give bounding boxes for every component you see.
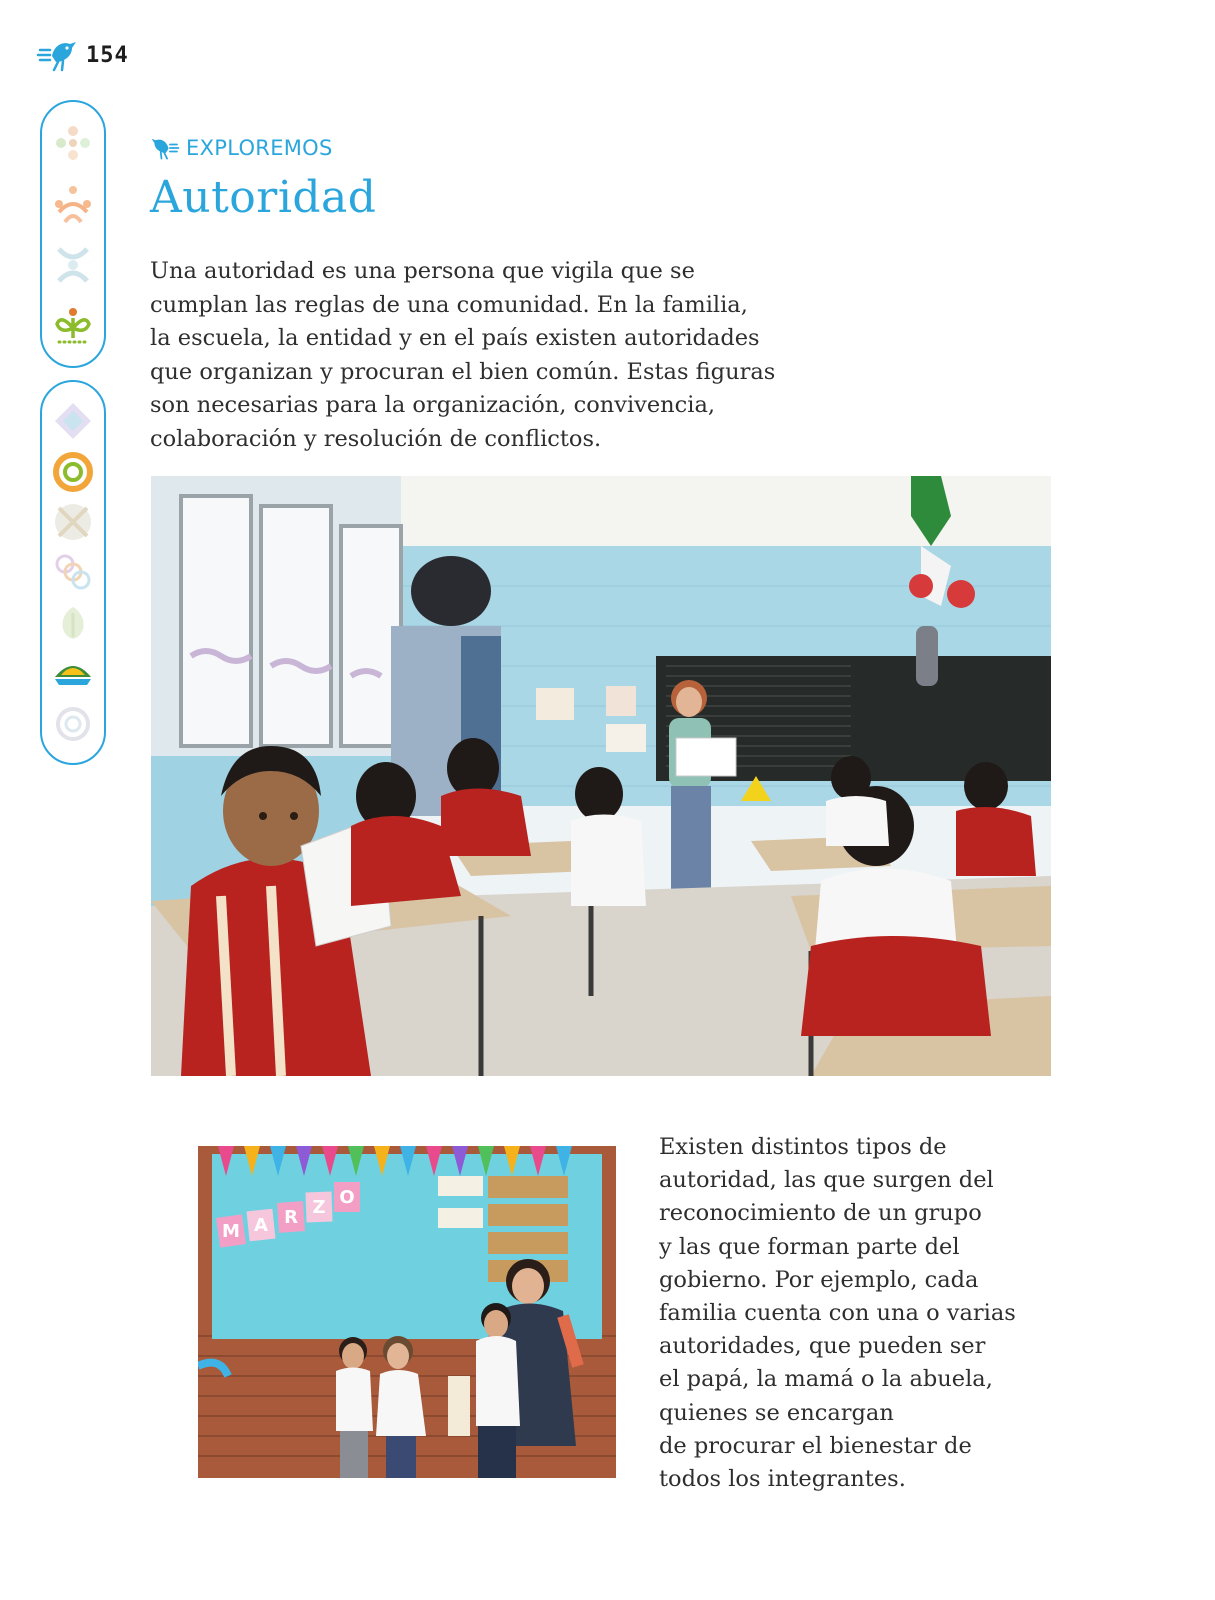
- link-figure-icon: [51, 243, 95, 287]
- side-line: autoridad, las que surgen del: [659, 1167, 994, 1194]
- marzo-letter: A: [254, 1215, 268, 1236]
- intro-line: la escuela, la entidad y en el país existen autoridades: [150, 325, 760, 351]
- intro-line: son necesarias para la organización, convivencia,: [150, 392, 716, 418]
- side-line: familia cuenta con una o varias: [659, 1300, 1016, 1327]
- side-line: quienes se encargan: [659, 1399, 894, 1426]
- page-title: Autoridad: [150, 172, 377, 223]
- axis-icons-rail: [40, 380, 106, 765]
- sprout-icon: [51, 304, 95, 348]
- marzo-letter: O: [339, 1187, 355, 1208]
- turtle-shell-icon: [51, 651, 95, 695]
- marzo-letter: Z: [312, 1197, 326, 1218]
- side-line: autoridades, que pueden ser: [659, 1333, 986, 1360]
- side-line: Existen distintos tipos de: [659, 1134, 947, 1160]
- side-line: gobierno. Por ejemplo, cada: [659, 1266, 979, 1293]
- section-label: EXPLOREMOS: [186, 136, 333, 160]
- hummingbird-icon: [150, 136, 180, 160]
- page-number: 154: [86, 42, 129, 68]
- bulletin-board-photo: [198, 1146, 616, 1478]
- side-line: todos los integrantes.: [659, 1466, 906, 1493]
- marzo-letter: R: [284, 1207, 298, 1228]
- people-circle-icon: [51, 182, 95, 226]
- classroom-photo: [151, 476, 1051, 1076]
- star-diamond-icon: [51, 399, 95, 443]
- side-line: el papá, la mamá o la abuela,: [659, 1366, 993, 1393]
- leaf-bud-icon: [51, 601, 95, 645]
- side-line: de procurar el bienestar de: [659, 1432, 972, 1459]
- side-line: reconocimiento de un grupo: [659, 1200, 982, 1227]
- intro-line: colaboración y resolución de conflictos.: [150, 425, 602, 452]
- spiral-circle-icon: [51, 702, 95, 746]
- section-tag: [150, 136, 333, 160]
- side-paragraph: [659, 1131, 1099, 1496]
- hexagon-icon: [51, 500, 95, 544]
- target-ring-icon: [51, 450, 95, 494]
- intro-line: que organizan y procuran el bien común. Estas figuras: [150, 358, 776, 385]
- marzo-letter: M: [222, 1221, 240, 1242]
- intro-paragraph: [150, 255, 850, 456]
- intro-line: Una autoridad es una persona que vigila que se: [150, 258, 695, 284]
- page-number-block: [36, 38, 129, 72]
- side-line: y las que forman parte del: [659, 1233, 960, 1260]
- campo-icons-rail: [40, 100, 106, 368]
- flower-icon: [51, 121, 95, 165]
- intro-line: cumplan las reglas de una comunidad. En la familia,: [150, 291, 748, 318]
- chain-links-icon: [51, 550, 95, 594]
- hummingbird-icon: [36, 38, 78, 72]
